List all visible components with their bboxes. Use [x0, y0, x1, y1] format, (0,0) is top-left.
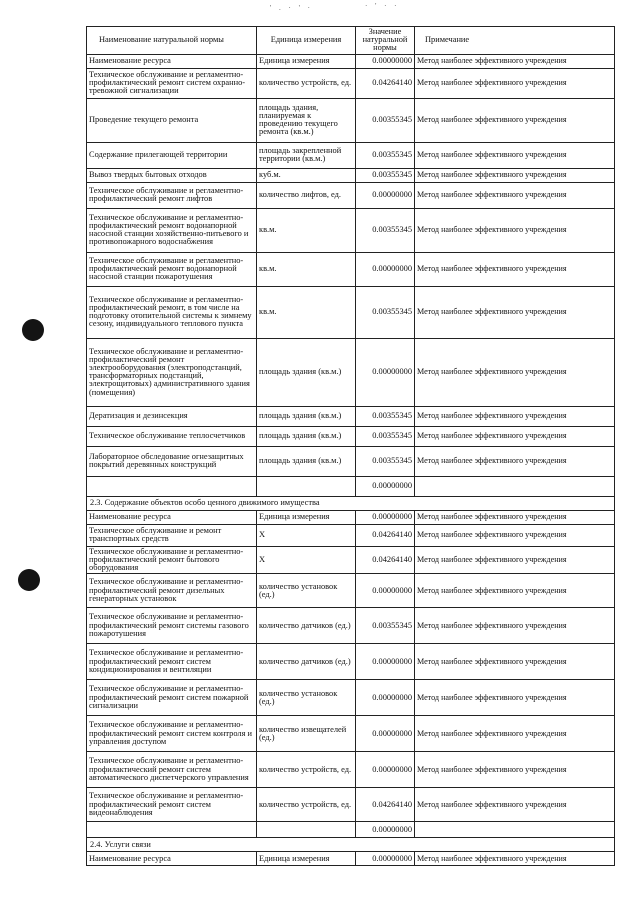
unit-cell: количество датчиков (ед.)	[257, 644, 356, 680]
table-row	[87, 788, 615, 822]
note-cell: Метод наиболее эффективного учреждения	[415, 574, 615, 608]
note-cell: Метод наиболее эффективного учреждения	[415, 68, 615, 98]
unit-cell: площадь здания (кв.м.)	[257, 446, 356, 476]
resource-name: Дератизация и дезинсекция	[87, 406, 257, 426]
unit-cell: куб.м.	[257, 168, 356, 182]
table-row	[87, 446, 615, 476]
resource-name: Техническое обслуживание и регламентно-профилактический ремонт дизельных генераторных установок	[87, 574, 257, 608]
unit-cell	[257, 476, 356, 496]
value-cell: 0.00355345	[356, 208, 415, 252]
unit-cell: количество установок (ед.)	[257, 680, 356, 716]
unit-cell: кв.м.	[257, 208, 356, 252]
table-row	[87, 54, 615, 68]
resource-name: Техническое обслуживание и регламентно-профилактический ремонт лифтов	[87, 182, 257, 208]
value-cell: 0.00355345	[356, 608, 415, 644]
note-cell: Метод наиболее эффективного учреждения	[415, 524, 615, 546]
header-norm: Наименование натуральной нормы	[87, 27, 257, 55]
value-cell: 0.00000000	[356, 182, 415, 208]
note-cell: Метод наиболее эффективного учреждения	[415, 546, 615, 574]
note-cell: Метод наиболее эффективного учреждения	[415, 406, 615, 426]
table-row	[87, 338, 615, 406]
unit-cell: количество устройств, ед.	[257, 788, 356, 822]
note-cell: Метод наиболее эффективного учреждения	[415, 510, 615, 524]
note-cell: Метод наиболее эффективного учреждения	[415, 54, 615, 68]
note-cell: Метод наиболее эффективного учреждения	[415, 182, 615, 208]
unit-cell: Единица измерения	[257, 510, 356, 524]
scan-specks: ' . · ' ·	[270, 4, 313, 12]
resource-name: Техническое обслуживание теплосчетчиков	[87, 426, 257, 446]
value-cell: 0.00355345	[356, 426, 415, 446]
note-cell: Метод наиболее эффективного учреждения	[415, 98, 615, 142]
value-cell: 0.00000000	[356, 574, 415, 608]
section-title-row	[87, 838, 615, 852]
resource-name	[87, 822, 257, 838]
unit-cell: площадь здания (кв.м.)	[257, 338, 356, 406]
section-title-row	[87, 496, 615, 510]
resource-name: Вывоз твердых бытовых отходов	[87, 168, 257, 182]
value-cell: 0.00355345	[356, 286, 415, 338]
resource-name: Содержание прилегающей территории	[87, 142, 257, 168]
table-row	[87, 716, 615, 752]
resource-name: Техническое обслуживание и регламентно-профилактический ремонт, в том числе на подготовку отопительной системы к зимнему сезону, индивидуального теплового пункта	[87, 286, 257, 338]
table-row	[87, 168, 615, 182]
value-cell: 0.00000000	[356, 680, 415, 716]
table-row	[87, 68, 615, 98]
unit-cell: Единица измерения	[257, 54, 356, 68]
value-cell: 0.00355345	[356, 98, 415, 142]
note-cell: Метод наиболее эффективного учреждения	[415, 208, 615, 252]
value-cell: 0.00000000	[356, 716, 415, 752]
table-row	[87, 546, 615, 574]
note-cell: Метод наиболее эффективного учреждения	[415, 752, 615, 788]
table-row	[87, 98, 615, 142]
unit-cell: кв.м.	[257, 252, 356, 286]
norms-table	[86, 26, 615, 866]
note-cell	[415, 476, 615, 496]
table-row	[87, 524, 615, 546]
note-cell: Метод наиболее эффективного учреждения	[415, 788, 615, 822]
value-cell: 0.04264140	[356, 68, 415, 98]
unit-cell	[257, 822, 356, 838]
table-row	[87, 286, 615, 338]
value-cell: 0.04264140	[356, 524, 415, 546]
resource-name: Техническое обслуживание и регламентно-профилактический ремонт электрооборудования (электроподстанций, трансформаторных подстанций, электрощитовых) административного здания (помещения)	[87, 338, 257, 406]
resource-name: Техническое обслуживание и регламентно-профилактический ремонт систем автоматического диспетчерского управления	[87, 752, 257, 788]
table-row	[87, 182, 615, 208]
header-note: Примечание	[415, 27, 615, 55]
table-row	[87, 510, 615, 524]
value-cell: 0.00000000	[356, 338, 415, 406]
unit-cell: кв.м.	[257, 286, 356, 338]
note-cell: Метод наиболее эффективного учреждения	[415, 338, 615, 406]
note-cell: Метод наиболее эффективного учреждения	[415, 852, 615, 866]
note-cell: Метод наиболее эффективного учреждения	[415, 680, 615, 716]
value-cell: 0.00355345	[356, 446, 415, 476]
resource-name: Техническое обслуживание и регламентно-профилактический ремонт водонапорной насосной станции пожаротушения	[87, 252, 257, 286]
table-row	[87, 822, 615, 838]
punch-hole	[18, 569, 40, 591]
resource-name: Техническое обслуживание и ремонт транспортных средств	[87, 524, 257, 546]
resource-name: Наименование ресурса	[87, 54, 257, 68]
table-row	[87, 476, 615, 496]
unit-cell: количество устройств, ед.	[257, 68, 356, 98]
value-cell: 0.00000000	[356, 752, 415, 788]
unit-cell: количество установок (ед.)	[257, 574, 356, 608]
unit-cell: площадь здания (кв.м.)	[257, 406, 356, 426]
value-cell: 0.04264140	[356, 788, 415, 822]
unit-cell: Единица измерения	[257, 852, 356, 866]
resource-name: Проведение текущего ремонта	[87, 98, 257, 142]
note-cell	[415, 822, 615, 838]
unit-cell: X	[257, 546, 356, 574]
table-row	[87, 406, 615, 426]
note-cell: Метод наиболее эффективного учреждения	[415, 644, 615, 680]
unit-cell: количество датчиков (ед.)	[257, 608, 356, 644]
value-cell: 0.00355345	[356, 168, 415, 182]
note-cell: Метод наиболее эффективного учреждения	[415, 426, 615, 446]
resource-name: Техническое обслуживание и регламентно-профилактический ремонт систем кондиционирования и вентиляции	[87, 644, 257, 680]
value-cell: 0.00000000	[356, 476, 415, 496]
section-title: 2.3. Содержание объектов особо ценного движимого имущества	[87, 496, 615, 510]
table-row	[87, 852, 615, 866]
table-header-row	[87, 27, 615, 55]
unit-cell: количество извещателей (ед.)	[257, 716, 356, 752]
value-cell: 0.04264140	[356, 546, 415, 574]
unit-cell: количество устройств, ед.	[257, 752, 356, 788]
value-cell: 0.00355345	[356, 142, 415, 168]
note-cell: Метод наиболее эффективного учреждения	[415, 716, 615, 752]
unit-cell: X	[257, 524, 356, 546]
note-cell: Метод наиболее эффективного учреждения	[415, 168, 615, 182]
resource-name	[87, 476, 257, 496]
value-cell: 0.00355345	[356, 406, 415, 426]
value-cell: 0.00000000	[356, 852, 415, 866]
value-cell: 0.00000000	[356, 510, 415, 524]
value-cell: 0.00000000	[356, 822, 415, 838]
table-row	[87, 680, 615, 716]
header-unit: Единица измерения	[257, 27, 356, 55]
value-cell: 0.00000000	[356, 54, 415, 68]
table-row	[87, 608, 615, 644]
table-row	[87, 252, 615, 286]
table-row	[87, 752, 615, 788]
punch-hole	[22, 319, 44, 341]
unit-cell: количество лифтов, ед.	[257, 182, 356, 208]
resource-name: Наименование ресурса	[87, 510, 257, 524]
table-row	[87, 574, 615, 608]
resource-name: Техническое обслуживание и регламентно-профилактический ремонт систем контроля и управления доступом	[87, 716, 257, 752]
resource-name: Техническое обслуживание и регламентно-профилактический ремонт водонапорной насосной станции хозяйственно-питьевого и противопожарного водоснабжения	[87, 208, 257, 252]
resource-name: Техническое обслуживание и регламентно-профилактический ремонт систем видеонаблюдения	[87, 788, 257, 822]
note-cell: Метод наиболее эффективного учреждения	[415, 286, 615, 338]
header-value: Значение натуральной нормы	[356, 27, 415, 55]
scan-specks: · ' · ·	[365, 2, 400, 10]
table-row	[87, 208, 615, 252]
unit-cell: площадь здания (кв.м.)	[257, 426, 356, 446]
note-cell: Метод наиболее эффективного учреждения	[415, 252, 615, 286]
resource-name: Техническое обслуживание и регламентно-профилактический ремонт бытового оборудования	[87, 546, 257, 574]
unit-cell: площадь закрепленной территории (кв.м.)	[257, 142, 356, 168]
table-row	[87, 426, 615, 446]
resource-name: Техническое обслуживание и регламентно-профилактический ремонт систем пожарной сигнализации	[87, 680, 257, 716]
note-cell: Метод наиболее эффективного учреждения	[415, 142, 615, 168]
section-title: 2.4. Услуги связи	[87, 838, 615, 852]
note-cell: Метод наиболее эффективного учреждения	[415, 446, 615, 476]
table-row	[87, 142, 615, 168]
table-row	[87, 644, 615, 680]
value-cell: 0.00000000	[356, 252, 415, 286]
resource-name: Техническое обслуживание и регламентно-профилактический ремонт систем охранно-тревожной сигнализации	[87, 68, 257, 98]
resource-name: Лабораторное обследование огнезащитных покрытий деревянных конструкций	[87, 446, 257, 476]
note-cell: Метод наиболее эффективного учреждения	[415, 608, 615, 644]
resource-name: Наименование ресурса	[87, 852, 257, 866]
resource-name: Техническое обслуживание и регламентно-профилактический ремонт системы газового пожаротушения	[87, 608, 257, 644]
unit-cell: площадь здания, планируемая к проведению текущего ремонта (кв.м.)	[257, 98, 356, 142]
value-cell: 0.00000000	[356, 644, 415, 680]
